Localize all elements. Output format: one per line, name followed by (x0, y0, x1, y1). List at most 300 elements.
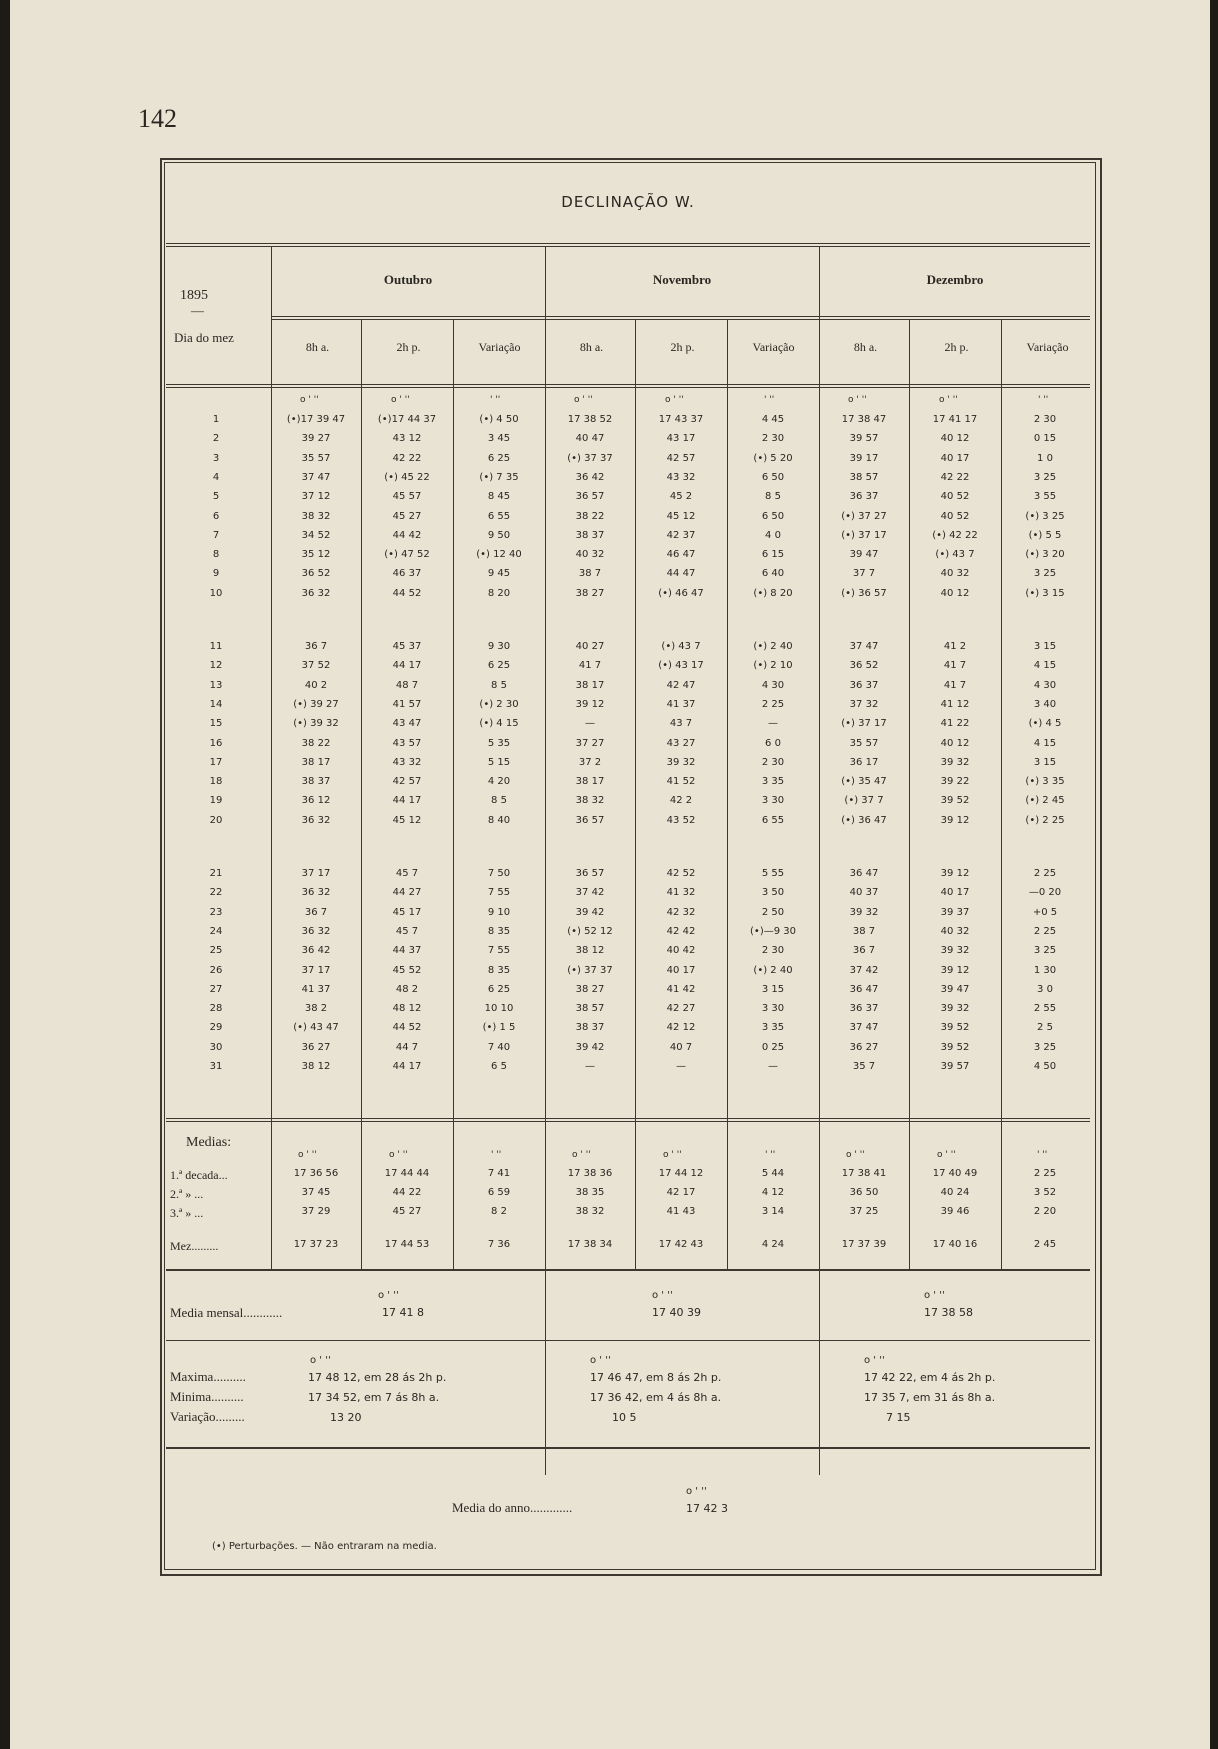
table-cell: 6 55 (487, 510, 511, 522)
table-cell: 39 12 (575, 698, 605, 710)
table-cell: 38 32 (575, 795, 605, 807)
table-cell: 39 12 (940, 964, 970, 976)
table-cell: 42 57 (392, 776, 422, 788)
table-cell: 46 37 (392, 568, 422, 580)
day-number: 9 (212, 568, 220, 580)
table-cell: 39 37 (940, 906, 970, 918)
table-cell: 42 42 (666, 925, 696, 937)
day-number: 26 (209, 964, 223, 976)
table-cell: 40 42 (666, 945, 696, 957)
table-cell: 4 30 (1033, 679, 1057, 691)
unit-header: o ' '' (665, 395, 684, 405)
medias-cell: 17 38 36 (567, 1168, 613, 1179)
year-label: 1895 (180, 288, 208, 303)
table-cell: 40 17 (940, 452, 970, 464)
table-cell: 39 27 (301, 433, 331, 445)
table-cell: 40 17 (940, 887, 970, 899)
table-cell: 38 12 (301, 1061, 331, 1072)
table-cell: 44 42 (392, 529, 422, 541)
table-cell: 36 7 (304, 641, 328, 652)
table-cell: (•) 2 25 (1025, 814, 1065, 826)
table-cell: 2 25 (1033, 868, 1057, 879)
table-cell: 43 17 (666, 433, 696, 445)
table-cell: 36 37 (849, 491, 879, 503)
table-cell: 39 32 (849, 906, 879, 918)
unit-header: o ' '' (864, 1355, 885, 1366)
table-cell: 3 25 (1033, 945, 1057, 957)
table-cell: 39 47 (849, 549, 879, 561)
day-number: 30 (209, 1041, 223, 1053)
table-cell: 35 7 (852, 1061, 876, 1072)
table-cell: 42 27 (666, 1003, 696, 1015)
table-cell: 36 12 (301, 795, 331, 807)
table-cell: 37 27 (575, 737, 605, 749)
table-cell: 36 42 (575, 471, 605, 483)
table-cell: 38 27 (575, 983, 605, 995)
medias-cell: 45 27 (392, 1206, 422, 1217)
table-cell: 7 55 (487, 887, 511, 899)
month-outubro: Outubro (383, 272, 433, 287)
table-cell: 41 57 (392, 698, 422, 710)
table-title: DECLINAÇÃO W. (561, 193, 695, 211)
medias-cell: 17 38 34 (567, 1239, 613, 1250)
table-cell: 42 57 (666, 452, 696, 464)
medias-cell: 4 24 (761, 1239, 785, 1250)
subheader: 2h p. (396, 340, 421, 354)
table-cell: 7 40 (487, 1041, 511, 1053)
table-cell: 36 52 (849, 660, 879, 672)
unit-header: ' '' (1037, 1150, 1048, 1160)
outubro-maxima: 17 48 12, em 28 ás 2h p. (308, 1371, 447, 1384)
table-cell: 43 7 (669, 718, 693, 730)
day-number: 5 (212, 491, 220, 503)
table-cell: 8 20 (487, 587, 511, 599)
table-cell: 36 32 (301, 587, 331, 599)
table-cell: 41 2 (943, 641, 967, 652)
novembro-minima: 17 36 42, em 4 ás 8h a. (590, 1391, 722, 1404)
table-cell: 45 7 (395, 925, 419, 937)
table-cell: 4 30 (761, 679, 785, 691)
table-cell: 42 47 (666, 679, 696, 691)
table-cell: 35 57 (849, 737, 879, 749)
table-cell: (•) 3 15 (1025, 587, 1065, 599)
table-cell: 39 52 (940, 795, 970, 807)
table-cell: 36 37 (849, 679, 879, 691)
medias-row-label: 2.ª » ... (170, 1187, 204, 1201)
table-cell: 2 30 (761, 433, 785, 445)
table-cell: 6 25 (487, 983, 511, 995)
table-cell: 3 45 (487, 433, 511, 445)
table-cell: (•) 1 5 (482, 1022, 516, 1034)
divider (272, 316, 1090, 317)
table-cell: 44 37 (392, 945, 422, 957)
table-cell: 35 12 (301, 549, 331, 561)
table-cell: 39 12 (940, 868, 970, 879)
unit-header: o ' '' (391, 395, 410, 405)
table-cell: 40 52 (940, 491, 970, 503)
table-cell: (•) 42 22 (932, 529, 978, 541)
table-cell: (•) 37 7 (844, 795, 884, 807)
day-number: 22 (209, 887, 223, 899)
day-number: 20 (209, 814, 223, 826)
medias-cell: 37 29 (301, 1206, 331, 1217)
divider (166, 246, 1090, 247)
table-cell: 41 12 (940, 698, 970, 710)
table-cell: 44 52 (392, 1022, 422, 1034)
table-cell: 37 7 (852, 568, 876, 580)
table-cell: (•) 4 5 (1028, 718, 1062, 730)
table-cell: 41 37 (666, 698, 696, 710)
table-cell: 38 57 (575, 1003, 605, 1015)
subheader: Variação (752, 340, 795, 354)
table-cell: 3 25 (1033, 471, 1057, 483)
table-cell: 5 35 (487, 737, 511, 749)
medias-cell: 7 36 (487, 1239, 511, 1250)
table-cell: 3 50 (761, 887, 785, 899)
day-number: 12 (209, 660, 223, 672)
table-cell: 6 25 (487, 452, 511, 464)
table-cell: 37 52 (301, 660, 331, 672)
table-cell: 0 25 (761, 1041, 785, 1053)
media-mensal-novembro: 17 40 39 (652, 1306, 701, 1319)
table-cell: 38 17 (575, 679, 605, 691)
unit-header: o ' '' (310, 1355, 331, 1366)
table-cell: 39 32 (940, 945, 970, 957)
day-number: 10 (209, 587, 223, 599)
dezembro-minima: 17 35 7, em 31 ás 8h a. (864, 1391, 996, 1404)
table-cell: 8 5 (491, 679, 507, 691)
table-cell: 9 30 (487, 641, 511, 652)
table-cell: (•) 3 25 (1025, 510, 1065, 522)
table-cell: 37 17 (301, 868, 331, 879)
table-cell: 36 52 (301, 568, 331, 580)
medias-cell: 4 12 (761, 1187, 785, 1198)
table-cell: 6 40 (761, 568, 785, 580)
table-cell: (•) 2 40 (753, 641, 793, 652)
medias-cell: 7 41 (487, 1168, 511, 1179)
table-cell: 0 15 (1033, 433, 1057, 445)
table-cell: —0 20 (1028, 887, 1062, 899)
day-number: 24 (209, 925, 223, 937)
table-cell: 37 32 (849, 698, 879, 710)
media-anno-label: Media do anno............. (452, 1500, 573, 1515)
table-cell: 38 32 (301, 510, 331, 522)
subheader: 2h p. (670, 340, 695, 354)
day-number: 31 (209, 1061, 223, 1072)
table-cell: 45 7 (395, 868, 419, 879)
table-cell: (•) 37 17 (841, 529, 887, 541)
table-cell: 39 42 (575, 1041, 605, 1053)
day-number: 13 (209, 679, 223, 691)
medias-cell: 17 40 49 (932, 1168, 978, 1179)
table-cell: — (676, 1061, 686, 1072)
table-cell: 7 55 (487, 945, 511, 957)
table-cell: 39 47 (940, 983, 970, 995)
table-cell: 45 27 (392, 510, 422, 522)
unit-header: o ' '' (378, 1290, 399, 1301)
medias-cell: 3 52 (1033, 1187, 1057, 1198)
table-cell: 4 20 (487, 776, 511, 788)
table-cell: 45 2 (669, 491, 693, 503)
medias-cell: 41 43 (666, 1206, 696, 1217)
table-cell: (•) 37 37 (567, 452, 613, 464)
table-cell: 38 37 (301, 776, 331, 788)
table-cell: 8 35 (487, 964, 511, 976)
unit-header: ' '' (490, 395, 501, 405)
table-cell: 3 25 (1033, 1041, 1057, 1053)
table-cell: 36 57 (575, 491, 605, 503)
table-cell: 44 17 (392, 660, 422, 672)
table-cell: 43 57 (392, 737, 422, 749)
table-cell: 38 37 (575, 1022, 605, 1034)
table-cell: 5 55 (761, 868, 785, 879)
table-cell: 37 47 (849, 1022, 879, 1034)
table-cell: (•) 43 7 (935, 549, 975, 561)
table-cell: 1 0 (1037, 452, 1053, 464)
table-cell: 35 57 (301, 452, 331, 464)
month-dezembro: Dezembro (926, 272, 984, 287)
table-cell: 36 47 (849, 983, 879, 995)
maxima-label: Maxima.......... (170, 1369, 246, 1384)
table-cell: 45 37 (392, 641, 422, 652)
month-novembro: Novembro (652, 272, 712, 287)
table-cell: 36 17 (849, 756, 879, 768)
table-cell: 36 7 (304, 906, 328, 918)
day-number: 14 (209, 698, 223, 710)
subheader: 2h p. (944, 340, 969, 354)
unit-header: o ' '' (686, 1486, 707, 1497)
table-cell: (•)17 39 47 (286, 414, 346, 425)
table-cell: (•) 7 35 (479, 471, 519, 483)
table-cell: 38 17 (301, 756, 331, 768)
table-cell: 2 25 (1033, 925, 1057, 937)
media-anno-value: 17 42 3 (686, 1502, 728, 1515)
media-mensal-dezembro: 17 38 58 (924, 1306, 973, 1319)
table-cell: 10 10 (484, 1003, 514, 1015)
table-cell: 45 12 (666, 510, 696, 522)
table-cell: 41 52 (666, 776, 696, 788)
day-number: 18 (209, 776, 223, 788)
medias-cell: 17 44 53 (384, 1239, 430, 1250)
table-cell: (•) 37 17 (841, 718, 887, 730)
divider (166, 1340, 1090, 1341)
unit-header: o ' '' (389, 1150, 408, 1160)
table-cell: 41 22 (940, 718, 970, 730)
table-cell: 40 12 (940, 587, 970, 599)
unit-header: o ' '' (572, 1150, 591, 1160)
medias-row-label: 1.ª decada... (170, 1168, 228, 1182)
outubro-minima: 17 34 52, em 7 ás 8h a. (308, 1391, 440, 1404)
divider (166, 243, 1090, 244)
table-cell: 4 15 (1033, 737, 1057, 749)
table-cell: 45 57 (392, 491, 422, 503)
table-cell: 8 35 (487, 925, 511, 937)
table-cell: — (585, 718, 595, 730)
table-cell: (•) 43 47 (293, 1022, 339, 1034)
medias-row-label: 3.ª » ... (170, 1206, 204, 1220)
table-cell: 40 17 (666, 964, 696, 976)
media-mensal-label: Media mensal............ (170, 1305, 283, 1320)
divider (272, 319, 1090, 320)
table-cell: (•) 5 20 (753, 452, 793, 464)
table-cell: (•) 45 22 (384, 471, 430, 483)
footnote: (•) Perturbações. — Não entraram na media. (212, 1541, 437, 1552)
table-cell: 1 30 (1033, 964, 1057, 976)
table-cell: (•) 39 27 (293, 698, 339, 710)
table-cell: 38 57 (849, 471, 879, 483)
table-cell: 42 52 (666, 868, 696, 879)
table-cell: 5 15 (487, 756, 511, 768)
unit-header: o ' '' (846, 1150, 865, 1160)
unit-header: o ' '' (574, 395, 593, 405)
table-cell: 36 27 (849, 1041, 879, 1053)
table-cell: 45 52 (392, 964, 422, 976)
table-cell: (•) 46 47 (658, 587, 704, 599)
table-cell: — (585, 1061, 595, 1072)
table-cell: 38 27 (575, 587, 605, 599)
day-number: 19 (209, 795, 223, 807)
medias-cell: 17 44 44 (384, 1168, 430, 1179)
medias-cell: 2 45 (1033, 1239, 1057, 1250)
table-cell: (•)—9 30 (750, 925, 796, 937)
table-cell: 40 12 (940, 737, 970, 749)
medias-cell: 17 38 41 (841, 1168, 887, 1179)
page-number: 142 (138, 104, 177, 133)
day-number: 2 (212, 433, 220, 445)
medias-cell: 2 25 (1033, 1168, 1057, 1179)
table-cell: 41 7 (578, 660, 602, 672)
table-cell: 2 55 (1033, 1003, 1057, 1015)
table-cell: 3 0 (1037, 983, 1053, 995)
table-cell: (•) 36 47 (841, 814, 887, 826)
table-cell: 42 12 (666, 1022, 696, 1034)
table-cell: 6 5 (491, 1061, 507, 1072)
medias-cell: 17 42 43 (658, 1239, 704, 1250)
table-cell: 43 52 (666, 814, 696, 826)
table-cell: 40 47 (575, 433, 605, 445)
table-cell: 42 22 (392, 452, 422, 464)
table-cell: 46 47 (666, 549, 696, 561)
table-cell: 8 45 (487, 491, 511, 503)
table-cell: 3 25 (1033, 568, 1057, 580)
table-cell: 39 57 (849, 433, 879, 445)
table-cell: 43 27 (666, 737, 696, 749)
table-cell: 36 7 (852, 945, 876, 957)
day-label: Dia do mez (174, 330, 234, 345)
table-cell: 43 32 (666, 471, 696, 483)
table-cell: 2 30 (761, 945, 785, 957)
table-cell: 8 5 (765, 491, 781, 503)
table-cell: (•) 8 20 (753, 587, 793, 599)
table-cell: 44 27 (392, 887, 422, 899)
table-cell: 41 42 (666, 983, 696, 995)
table-cell: (•) 37 27 (841, 510, 887, 522)
table-cell: 3 30 (761, 795, 785, 807)
unit-header: o ' '' (590, 1355, 611, 1366)
medias-cell: 2 20 (1033, 1206, 1057, 1217)
table-cell: 48 2 (395, 983, 419, 995)
table-cell: 17 38 52 (567, 414, 613, 425)
table-cell: — (768, 718, 778, 730)
table-cell: 3 15 (761, 983, 785, 995)
table-cell: 38 22 (301, 737, 331, 749)
table-cell: 38 12 (575, 945, 605, 957)
table-cell: 39 32 (940, 756, 970, 768)
table-cell: (•) 35 47 (841, 776, 887, 788)
table-cell: 2 25 (761, 698, 785, 710)
table-cell: 40 32 (575, 549, 605, 561)
table-cell: 36 57 (575, 868, 605, 879)
table-cell: 34 52 (301, 529, 331, 541)
table-cell: 40 37 (849, 887, 879, 899)
unit-header: ' '' (1038, 395, 1049, 405)
day-number: 25 (209, 945, 223, 957)
divider (166, 1121, 1090, 1122)
unit-header: o ' '' (663, 1150, 682, 1160)
table-cell: 39 42 (575, 906, 605, 918)
day-number: 6 (212, 510, 220, 522)
outubro-variacao: 13 20 (330, 1411, 362, 1424)
subheader: Variação (1026, 340, 1069, 354)
table-cell: 4 50 (1033, 1061, 1057, 1072)
table-cell: 3 35 (761, 1022, 785, 1034)
table-cell: 41 37 (301, 983, 331, 995)
medias-cell: 17 40 16 (932, 1239, 978, 1250)
table-cell: (•) 47 52 (384, 549, 430, 561)
table-cell: 6 0 (765, 737, 781, 749)
table-cell: 3 40 (1033, 698, 1057, 710)
day-number: 4 (212, 471, 220, 483)
table-cell: 48 7 (395, 679, 419, 691)
medias-cell: 8 2 (491, 1206, 507, 1217)
table-cell: (•) 12 40 (476, 549, 522, 561)
table-cell: 43 47 (392, 718, 422, 730)
medias-row-label: Mez......... (170, 1239, 219, 1253)
table-cell: (•) 43 17 (658, 660, 704, 672)
table-cell: 2 30 (761, 756, 785, 768)
table-cell: 36 57 (575, 814, 605, 826)
table-cell: 3 35 (761, 776, 785, 788)
table-cell: 8 5 (491, 795, 507, 807)
table-cell: 38 22 (575, 510, 605, 522)
day-number: 3 (212, 452, 220, 464)
table-cell: (•) 3 35 (1025, 776, 1065, 788)
divider (166, 387, 1090, 388)
unit-header: o ' '' (924, 1290, 945, 1301)
table-cell: 37 42 (575, 887, 605, 899)
table-cell: 43 12 (392, 433, 422, 445)
medias-cell: 17 44 12 (658, 1168, 704, 1179)
novembro-maxima: 17 46 47, em 8 ás 2h p. (590, 1371, 722, 1384)
table-cell: 40 27 (575, 641, 605, 652)
col-line (545, 1271, 546, 1475)
day-number: 15 (209, 718, 223, 730)
table-cell: 17 41 17 (932, 414, 978, 425)
table-cell: 42 37 (666, 529, 696, 541)
table-cell: 37 17 (301, 964, 331, 976)
table-cell: 40 32 (940, 568, 970, 580)
medias-cell: 17 37 23 (293, 1239, 339, 1250)
table-cell: (•) 5 5 (1028, 529, 1062, 541)
table-cell: (•) 2 30 (479, 698, 519, 710)
table-cell: 37 47 (301, 471, 331, 483)
table-cell: 3 55 (1033, 491, 1057, 503)
table-cell: 6 50 (761, 471, 785, 483)
table-cell: — (768, 1061, 778, 1072)
unit-header: ' '' (491, 1150, 502, 1160)
table-cell: 38 2 (304, 1003, 328, 1015)
table-cell: 36 47 (849, 868, 879, 879)
